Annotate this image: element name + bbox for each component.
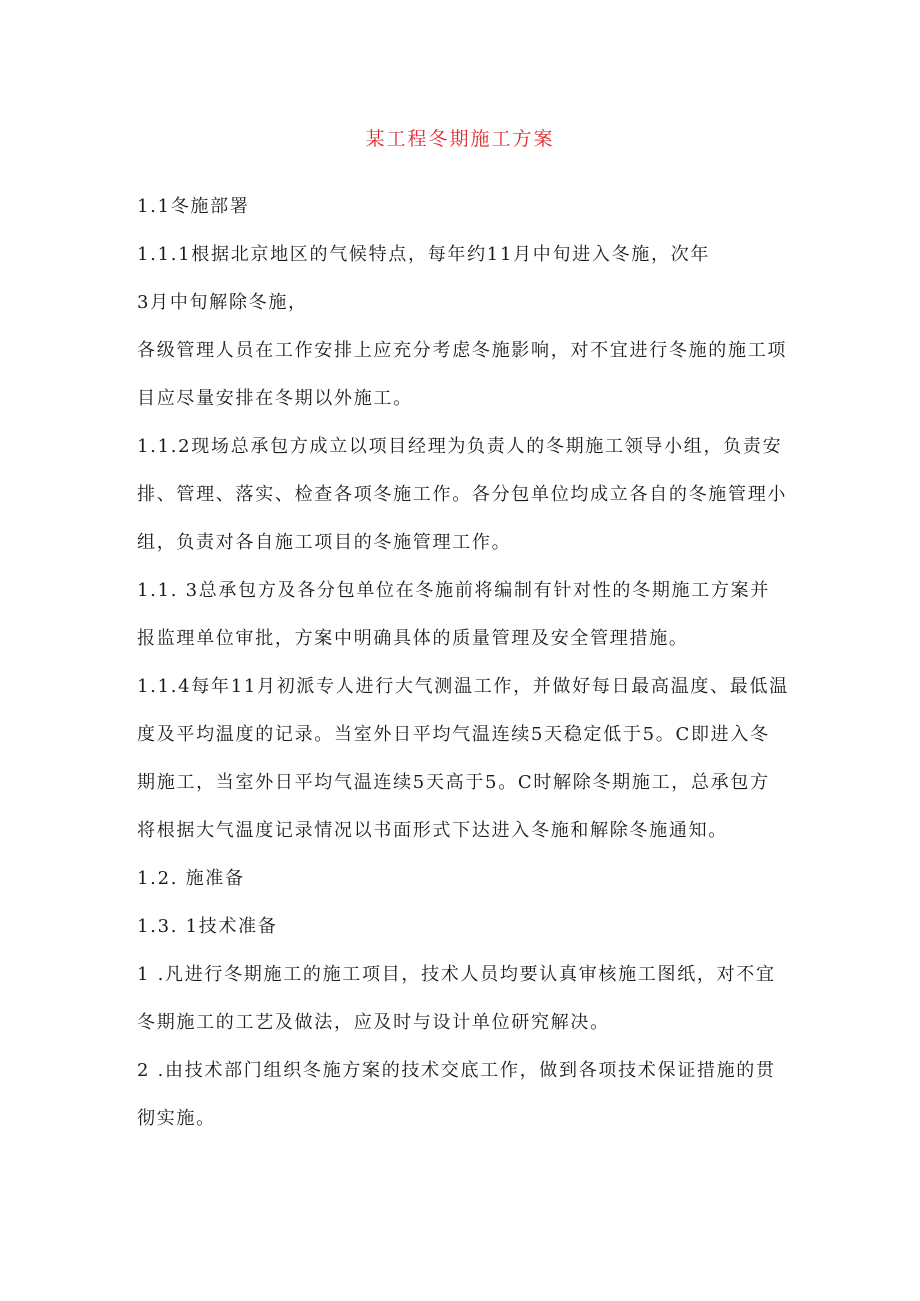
paragraph-line: 1.1.2现场总承包方成立以项目经理为负责人的冬期施工领导小组，负责安 [137,436,783,457]
paragraph-line: 2 .由技术部门组织冬施方案的技术交底工作，做到各项技术保证措施的贯 [137,1060,776,1081]
paragraph-line: 彻实施。 [137,1108,216,1129]
section-heading-1-1: 1.1冬施部署 [137,196,250,217]
paragraph-line: 1.1. 3总承包方及各分包单位在冬施前将编制有针对性的冬期施工方案并 [137,580,771,601]
paragraph-line: 组，负责对各自施工项目的冬施管理工作。 [137,532,512,553]
paragraph-line: 度及平均温度的记录。当室外日平均气温连续5天稳定低于5。C即进入冬 [137,724,770,745]
paragraph-line: 1 .凡进行冬期施工的施工项目，技术人员均要认真审核施工图纸，对不宜 [137,964,776,985]
paragraph-line: 将根据大气温度记录情况以书面形式下达进入冬施和解除冬施通知。 [137,820,728,841]
paragraph-line: 排、管理、落实、检查各项冬施工作。各分包单位均成立各自的冬施管理小 [137,484,788,505]
document-title: 某工程冬期施工方案 [365,128,555,150]
paragraph-line: 3月中旬解除冬施， [137,292,308,313]
paragraph-line: 1.1.1根据北京地区的气候特点，每年约11月中旬进入冬施，次年 [137,244,711,265]
section-heading-1-2: 1.2. 施准备 [137,868,245,889]
paragraph-line: 目应尽量安排在冬期以外施工。 [137,388,413,409]
paragraph-line: 1.1.4每年11月初派专人进行大气测温工作，并做好每日最高温度、最低温 [137,676,789,697]
section-heading-1-3: 1.3. 1技术准备 [137,916,278,937]
paragraph-line: 报监理单位审批，方案中明确具体的质量管理及安全管理措施。 [137,628,689,649]
paragraph-line: 各级管理人员在工作安排上应充分考虑冬施影响，对不宜进行冬施的施工项 [137,340,788,361]
document-body [137,188,797,1148]
paragraph-line: 期施工，当室外日平均气温连续5天高于5。C时解除冬期施工，总承包方 [137,772,770,793]
paragraph-line: 冬期施工的工艺及做法，应及时与设计单位研究解决。 [137,1012,610,1033]
